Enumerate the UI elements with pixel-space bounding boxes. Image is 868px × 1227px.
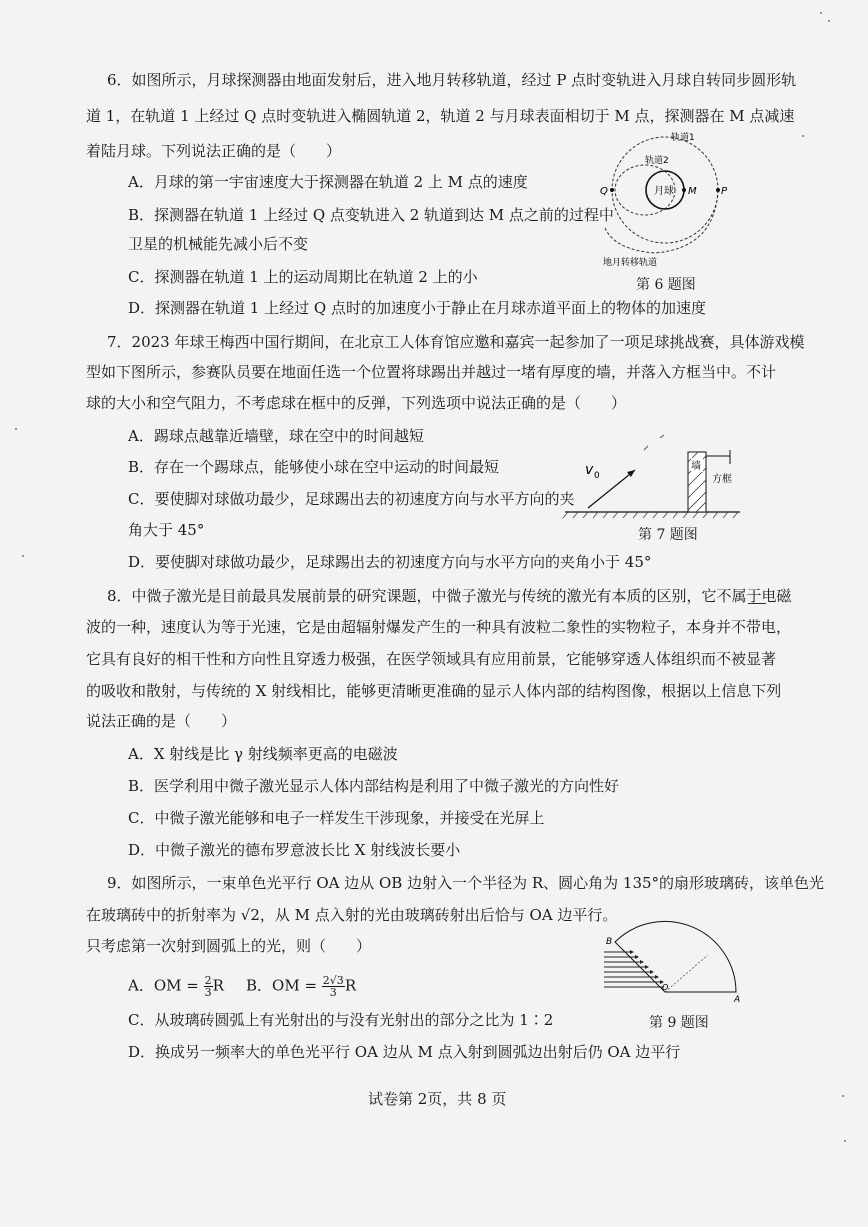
q9-sector-figure: [598, 920, 748, 1004]
q9-stem-line: 在玻璃砖中的折射率为 √2，从 M 点入射的光由玻璃砖射出后恰与 OA 边平行。: [86, 906, 618, 924]
q8-option-b: B．医学利用中微子激光显示人体内部结构是利用了中微子激光的方向性好: [128, 777, 620, 795]
q6-point-q: Q: [600, 186, 608, 197]
scan-speck: [22, 555, 24, 557]
q9-option-b-denominator: 3: [329, 986, 337, 999]
q9-option-d: D．换成另一频率大的单色光平行 OA 边从 M 点入射到圆弧边出射后仍 OA 边平行: [128, 1043, 681, 1061]
scan-speck: [844, 1140, 846, 1142]
q7-option-d: D．要使脚对球做功最少，足球踢出去的初速度方向与水平方向的夹角小于 45°: [128, 553, 652, 571]
scan-speck: [15, 428, 17, 430]
q8-stem-line: 说法正确的是（ ）: [86, 712, 237, 730]
q6-option-c: C．探测器在轨道 1 上的运动周期比在轨道 2 上的小: [128, 268, 478, 286]
q7-option-c-cont: 角大于 45°: [128, 521, 205, 539]
q6-stem-line: 道 1，在轨道 1 上经过 Q 点时变轨进入椭圆轨道 2，轨道 2 与月球表面相切于 M 点，探测器在 M 点减速: [86, 107, 795, 125]
q6-point-m: M: [688, 186, 697, 197]
q6-orbit2-label: 轨道2: [645, 156, 669, 166]
q8-stem-line: 它具有良好的相干性和方向性且穿透力极强，在医学领域具有应用前景，它能够穿透人体组织而不被显著: [86, 650, 777, 668]
q9-option-a-numerator: 2: [204, 974, 212, 987]
q7-wall-figure: [560, 432, 750, 520]
q6-option-a: A．月球的第一宇宙速度大于探测器在轨道 2 上 M 点的速度: [128, 173, 528, 191]
q9-option-b: [246, 975, 356, 998]
q8-stem-line: 波的一种，速度认为等于光速，它是由超辐射爆发产生的一种具有波粒二象性的实物粒子，本身并不带电，: [86, 618, 792, 636]
q6-moon-label: 月球: [654, 186, 674, 197]
q7-box-label: 方框: [712, 474, 732, 485]
q9-stem-line: 只考虑第一次射到圆弧上的光，则（ ）: [86, 937, 372, 955]
q9-option-a-radius: R: [212, 976, 224, 995]
q6-option-b-cont: 卫星的机械能先减小后不变: [128, 235, 309, 253]
q6-option-d: D．探测器在轨道 1 上经过 Q 点时的加速度小于静止在月球赤道平面上的物体的加速度: [128, 299, 706, 317]
page-footer: 试卷第 2页，共 8 页: [368, 1090, 507, 1108]
q6-option-b: B．探测器在轨道 1 上经过 Q 点变轨进入 2 轨道到达 M 点之前的过程中: [128, 206, 614, 224]
q9-point-a: A: [734, 995, 741, 1004]
q7-v0-label: v: [585, 462, 594, 478]
q6-orbit-figure: [595, 128, 735, 268]
q9-stem-line: 9．如图所示，一束单色光平行 OA 边从 OB 边射入一个半径为 R、圆心角为 135°的扇形玻璃砖，该单色光: [107, 874, 825, 892]
q7-option-c: C．要使脚对球做功最少，足球踢出去的初速度方向与水平方向的夹: [128, 490, 575, 508]
q9-caption: 第 9 题图: [649, 1015, 709, 1031]
q7-option-b: B．存在一个踢球点，能够使小球在空中运动的时间最短: [128, 458, 500, 476]
q6-stem-line: 6．如图所示，月球探测器由地面发射后，进入地月转移轨道，经过 P 点时变轨进入月球自转同步圆形轨: [107, 71, 797, 89]
q7-stem-line: 球的大小和空气阻力，不考虑球在框中的反弹，下列选项中说法正确的是（ ）: [86, 394, 627, 412]
scan-speck: [828, 20, 830, 22]
scan-speck: [802, 135, 804, 137]
scan-speck: [820, 12, 822, 14]
q7-option-a: A．踢球点越靠近墙壁，球在空中的时间越短: [128, 427, 424, 445]
q9-option-a: [128, 975, 224, 998]
q9-option-a-text: A．OM =: [128, 976, 204, 995]
q9-option-c: C．从玻璃砖圆弧上有光射出的与没有光射出的部分之比为 1∶2: [128, 1011, 554, 1029]
q7-stem-line: 型如下图所示，参赛队员要在地面任选一个位置将球踢出并越过一堵有厚度的墙，并落入方框当中。不计: [86, 363, 777, 381]
q8-option-d: D．中微子激光的德布罗意波长比 X 射线波长要小: [128, 841, 461, 859]
scan-speck: [842, 1095, 844, 1097]
q7-wall-label: 墙: [691, 461, 701, 472]
q6-orbit1-label: 轨道1: [671, 133, 695, 143]
q6-caption: 第 6 题图: [636, 277, 696, 293]
q9-point-b: B: [606, 937, 613, 947]
q8-stem-line: 8．中微子激光是目前最具发展前景的研究课题，中微子激光与传统的激光有本质的区别，它不属于电磁: [107, 587, 792, 605]
q8-option-c: C．中微子激光能够和电子一样发生干涉现象，并接受在光屏上: [128, 809, 545, 827]
q7-caption: 第 7 题图: [638, 527, 698, 543]
q7-stem-line: 7．2023 年球王梅西中国行期间，在北京工人体育馆应邀和嘉宾一起参加了一项足球挑战赛，具体游戏模: [107, 333, 805, 351]
q9-option-b-text: B．OM =: [246, 976, 322, 995]
q7-v0-subscript: 0: [594, 471, 600, 481]
q9-option-b-radius: R: [344, 976, 357, 995]
q9-point-o: O: [662, 983, 669, 992]
q8-option-a: A．X 射线是比 γ 射线频率更高的电磁波: [128, 745, 398, 763]
q6-point-p: P: [721, 186, 728, 197]
q9-option-b-numerator: 2√3: [322, 974, 344, 987]
q6-stem-line: 着陆月球。下列说法正确的是（ ）: [86, 142, 342, 160]
q9-option-a-denominator: 3: [204, 986, 212, 999]
q6-transfer-label: 地月转移轨道: [603, 258, 658, 268]
q8-stem-line: 的吸收和散射，与传统的 X 射线相比，能够更清晰更准确的显示人体内部的结构图像，根据以上信息下列: [86, 682, 782, 700]
